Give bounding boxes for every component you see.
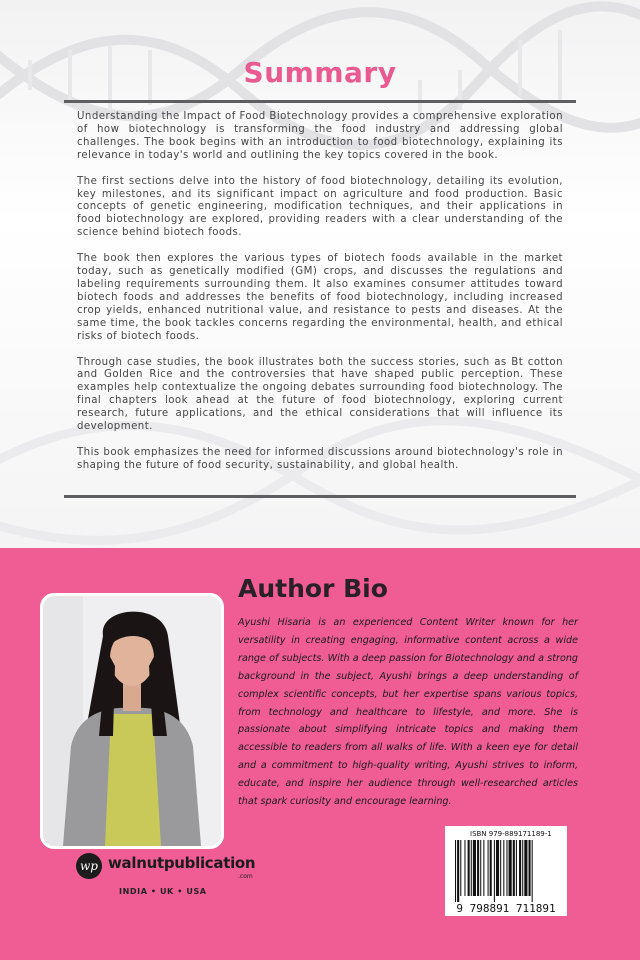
- author-section: [0, 548, 640, 960]
- summary-paragraph: This book emphasizes the need for informed discussions around biotechnology's role in shaping the future of food security, sustainability, and global health.: [77, 446, 563, 471]
- author-portrait-illustration: [43, 596, 221, 846]
- author-bio-text: Ayushi Hisaria is an experienced Content Writer known for her versatility in creating engaging, informative content across a wide range of subjects. With a deep passion for Biotechnology and a strong background in the subject, Ayushi brings a deep understanding of complex scientific concepts, but her expertise spans various topics, from technology and healthcare to lifestyle, and more. She is passionate about simplifying intricate topics and making them accessible to readers from all walks of life. With a keen eye for detail and a commitment to high-quality writing, Ayushi strives to inform, educate, and inspire her audience through well-researched articles that spark curiosity and encourage learning.: [238, 617, 578, 808]
- publisher-logo: [76, 850, 266, 882]
- isbn-label: ISBN 979-889171189-1: [470, 830, 552, 838]
- top-divider: [64, 100, 576, 103]
- author-bio-heading: Author Bio: [238, 574, 388, 603]
- author-photo: [40, 593, 224, 849]
- barcode-digits: 9 798891 711891: [456, 902, 556, 915]
- summary-paragraph: Understanding the Impact of Food Biotechnology provides a comprehensive exploration of how biotechnology is transforming the food industry and addressing global challenges. The book begins with an introduction to food biotechnology, explaining its relevance in today's world and outlining the key topics covered in the book.: [77, 111, 563, 161]
- summary-text: [77, 111, 563, 486]
- summary-paragraph: The first sections delve into the history of food biotechnology, detailing its evolution, key milestones, and its significant impact on agriculture and food production. Basic concepts of genetic engineering, modification techniques, and their applications in food biotechnology are explored, providing readers with a clear understanding of the science behind biotech foods.: [77, 175, 563, 239]
- summary-heading: Summary: [243, 56, 397, 89]
- isbn-barcode: [445, 826, 567, 916]
- publisher-mark-icon: wp: [76, 853, 102, 879]
- bottom-divider: [64, 495, 576, 498]
- publisher-name: walnutpublication: [108, 854, 256, 872]
- summary-paragraph: Through case studies, the book illustrates both the success stories, such as Bt cotton and Golden Rice and the controversies that have shaped public perception. These examples help contextualize the ongoing debates surrounding food biotechnology. The final chapters look ahead at the future of food biotechnology, exploring current research, future applications, and the ethical considerations that will influence its development.: [77, 356, 563, 433]
- summary-paragraph: The book then explores the various types of biotech foods available in the market today, such as genetically modified (GM) crops, and discusses the regulations and labeling requirements surrounding them. It also examines consumer attitudes toward biotech foods and addresses the benefits of food biotechnology, including increased crop yields, enhanced nutritional value, and resistance to pests and diseases. At the same time, the book tackles concerns regarding the environmental, health, and ethical risks of biotech foods.: [77, 253, 563, 342]
- publisher-domain: .com: [238, 873, 253, 880]
- barcode-icon: [445, 840, 567, 916]
- publisher-countries: INDIA • UK • USA: [119, 887, 207, 896]
